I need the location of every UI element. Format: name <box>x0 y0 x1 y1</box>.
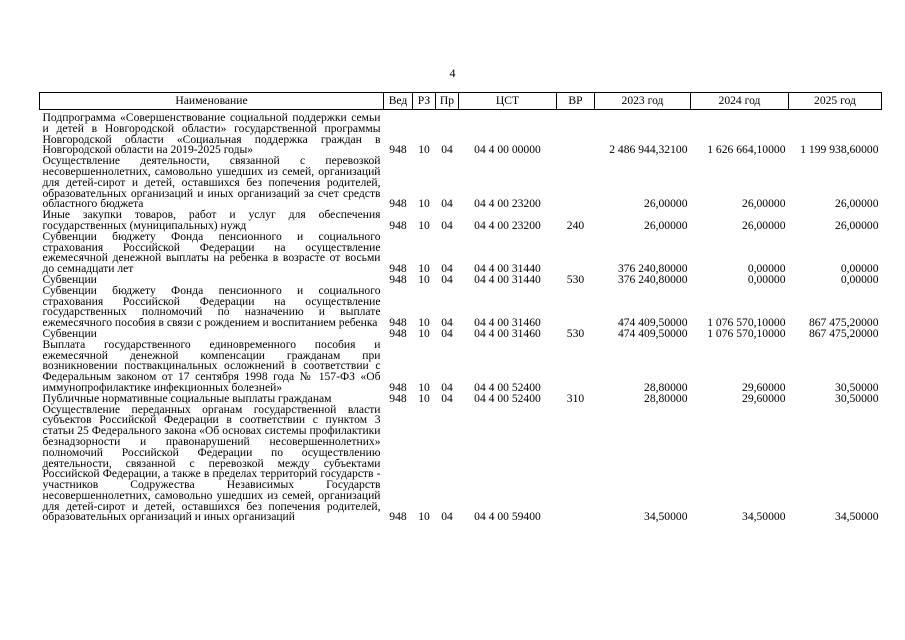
header-2024: 2024 год <box>691 93 789 110</box>
cell-2025: 26,00000 <box>835 197 879 211</box>
cell-cst: 04 4 00 59400 <box>474 510 541 524</box>
header-row <box>40 93 882 110</box>
cell-pr: 04 <box>441 197 453 211</box>
cell-rz: 10 <box>418 510 430 524</box>
cell-pr: 04 <box>441 380 453 394</box>
table-body <box>40 110 882 524</box>
header-rz: РЗ <box>413 93 436 110</box>
cell-pr: 04 <box>441 510 453 524</box>
cell-2025: 26,00000 <box>835 218 879 232</box>
cell-pr: 04 <box>441 391 453 405</box>
table-row <box>40 286 882 329</box>
cell-vr <box>557 110 595 157</box>
budget-table <box>39 92 882 523</box>
table-row <box>40 232 882 275</box>
cell-pr: 04 <box>441 272 453 286</box>
header-2025: 2025 год <box>789 93 882 110</box>
cell-2023: 474 409,50000 <box>617 326 688 340</box>
cell-cst: 04 4 00 23200 <box>474 197 541 211</box>
cell-ved: 948 <box>389 391 407 405</box>
cell-name: Осуществление деятельности, связанной с перевозкой несовершеннолетних, самовольно ушедших из семей, организаций для детей-сирот и детей, оставшихся без попечения родителей, образовательных организаций и иных организаций за счет средств областного бюджета <box>42 154 381 211</box>
cell-2023: 26,00000 <box>644 218 688 232</box>
cell-2023: 28,80000 <box>644 391 688 405</box>
cell-2025: 30,50000 <box>835 380 879 394</box>
cell-ved: 948 <box>389 272 407 286</box>
header-pr: Пр <box>436 93 459 110</box>
cell-cst: 04 4 00 23200 <box>474 218 541 232</box>
table-row <box>40 156 882 210</box>
cell-2023: 474 409,50000 <box>617 316 688 330</box>
table-row <box>40 210 882 232</box>
cell-name: Осуществление переданных органам государственной власти субъектов Российской Федерации в соответствии с пунктом 3 статьи 25 Федерального закона «Об основах системы профилактики безнадзорности и правонарушений несовершеннолетних» полномочий Российской Федерации по осуществлению деятельности, связанной с перевозкой между субъектами Российской Федерации, а также в пределах территорий государств - участников Содружества Независимых Государств несовершеннолетних, самовольно ушедших из семей, организаций для детей-сирот и детей, оставшихся без попечения родителей, образовательных организаций и иных организаций <box>42 402 381 524</box>
page-number: 4 <box>449 66 456 80</box>
header-vr: ВР <box>557 93 595 110</box>
cell-2025: 1 199 938,60000 <box>800 143 879 157</box>
cell-rz: 10 <box>418 272 430 286</box>
cell-name: Субвенции <box>42 326 97 340</box>
cell-cst: 04 4 00 31440 <box>474 272 541 286</box>
cell-2024: 0,00000 <box>747 262 786 276</box>
cell-rz: 10 <box>418 143 430 157</box>
cell-2025: 34,50000 <box>835 510 879 524</box>
cell-2023: 26,00000 <box>644 197 688 211</box>
cell-rz: 10 <box>418 197 430 211</box>
cell-vr <box>557 232 595 275</box>
cell-2023: 376 240,80000 <box>617 272 688 286</box>
cell-ved: 948 <box>389 262 407 276</box>
cell-2025: 0,00000 <box>840 272 879 286</box>
header-ved: Вед <box>384 93 413 110</box>
cell-2023: 34,50000 <box>644 510 688 524</box>
cell-name: Субвенции бюджету Фонда пенсионного и социального страхования Российской Федерации на осуществление ежемесячной денежной выплаты на ребенка в возрасте от восьми до семнадцати лет <box>42 229 381 276</box>
cell-2024: 26,00000 <box>742 218 786 232</box>
cell-name: Подпрограмма «Совершенствование социальной поддержки семьи и детей в Новгородской области» государственной программы Новгородской области «Социальная поддержка граждан в Новгородской области на 2019-2025 годы» <box>42 111 381 157</box>
table-header <box>40 93 882 110</box>
cell-cst: 04 4 00 52400 <box>474 380 541 394</box>
cell-2024: 29,60000 <box>742 391 786 405</box>
table-row <box>40 340 882 394</box>
cell-ved: 948 <box>389 316 407 330</box>
cell-pr: 04 <box>441 218 453 232</box>
table-row <box>40 110 882 157</box>
header-2023: 2023 год <box>595 93 691 110</box>
cell-vr <box>557 405 595 524</box>
cell-2025: 867 475,20000 <box>808 326 879 340</box>
cell-2023: 2 486 944,32100 <box>609 143 688 157</box>
cell-ved: 948 <box>389 326 407 340</box>
cell-ved: 948 <box>389 510 407 524</box>
cell-2024: 1 076 570,10000 <box>707 316 786 330</box>
cell-vr <box>557 286 595 329</box>
cell-vr: 240 <box>566 218 585 232</box>
cell-vr: 530 <box>566 272 585 286</box>
cell-vr <box>557 156 595 210</box>
cell-vr: 310 <box>566 391 585 405</box>
cell-rz: 10 <box>418 316 430 330</box>
cell-cst: 04 4 00 52400 <box>474 391 541 405</box>
cell-2025: 867 475,20000 <box>808 316 879 330</box>
cell-2024: 34,50000 <box>742 510 786 524</box>
cell-cst: 04 4 00 00000 <box>474 143 541 157</box>
cell-pr: 04 <box>441 262 453 276</box>
cell-cst: 04 4 00 31440 <box>474 262 541 276</box>
cell-2025: 0,00000 <box>840 262 879 276</box>
cell-vr <box>557 340 595 394</box>
cell-name: Субвенции <box>42 272 97 286</box>
cell-2024: 29,60000 <box>742 380 786 394</box>
cell-rz: 10 <box>418 380 430 394</box>
cell-pr: 04 <box>441 143 453 157</box>
cell-2023: 28,80000 <box>644 380 688 394</box>
cell-pr: 04 <box>441 326 453 340</box>
cell-ved: 948 <box>389 380 407 394</box>
header-cst: ЦСТ <box>459 93 557 110</box>
cell-rz: 10 <box>418 262 430 276</box>
cell-rz: 10 <box>418 326 430 340</box>
cell-2024: 1 626 664,10000 <box>707 143 786 157</box>
cell-rz: 10 <box>418 391 430 405</box>
cell-rz: 10 <box>418 218 430 232</box>
cell-cst: 04 4 00 31460 <box>474 316 541 330</box>
cell-ved: 948 <box>389 143 407 157</box>
cell-2024: 1 076 570,10000 <box>707 326 786 340</box>
cell-name: Субвенции бюджету Фонда пенсионного и социального страхования Российской Федерации на осуществление государственных полномочий по назначению и выплате ежемесячного пособия в связи с рождением и воспитанием ребенка <box>42 283 381 330</box>
table-row <box>40 405 882 524</box>
cell-2024: 0,00000 <box>747 272 786 286</box>
header-name: Наименование <box>40 93 384 110</box>
cell-ved: 948 <box>389 197 407 211</box>
cell-name: Публичные нормативные социальные выплаты гражданам <box>42 391 332 405</box>
cell-cst: 04 4 00 31460 <box>474 326 541 340</box>
cell-pr: 04 <box>441 316 453 330</box>
cell-vr: 530 <box>566 326 585 340</box>
cell-2023: 376 240,80000 <box>617 262 688 276</box>
cell-2024: 26,00000 <box>742 197 786 211</box>
cell-2025: 30,50000 <box>835 391 879 405</box>
cell-name: Выплата государственного единовременного пособия и ежемесячной денежной компенсации гражданам при возникновении поствакцинальных осложнений в соответствии с Федеральным законом от 17 сентября 1998 года № 157-ФЗ «Об иммунопрофилактике инфекционных болезней» <box>42 337 381 394</box>
cell-ved: 948 <box>389 218 407 232</box>
cell-name: Иные закупки товаров, работ и услуг для обеспечения государственных (муниципальных) нужд <box>42 208 381 232</box>
